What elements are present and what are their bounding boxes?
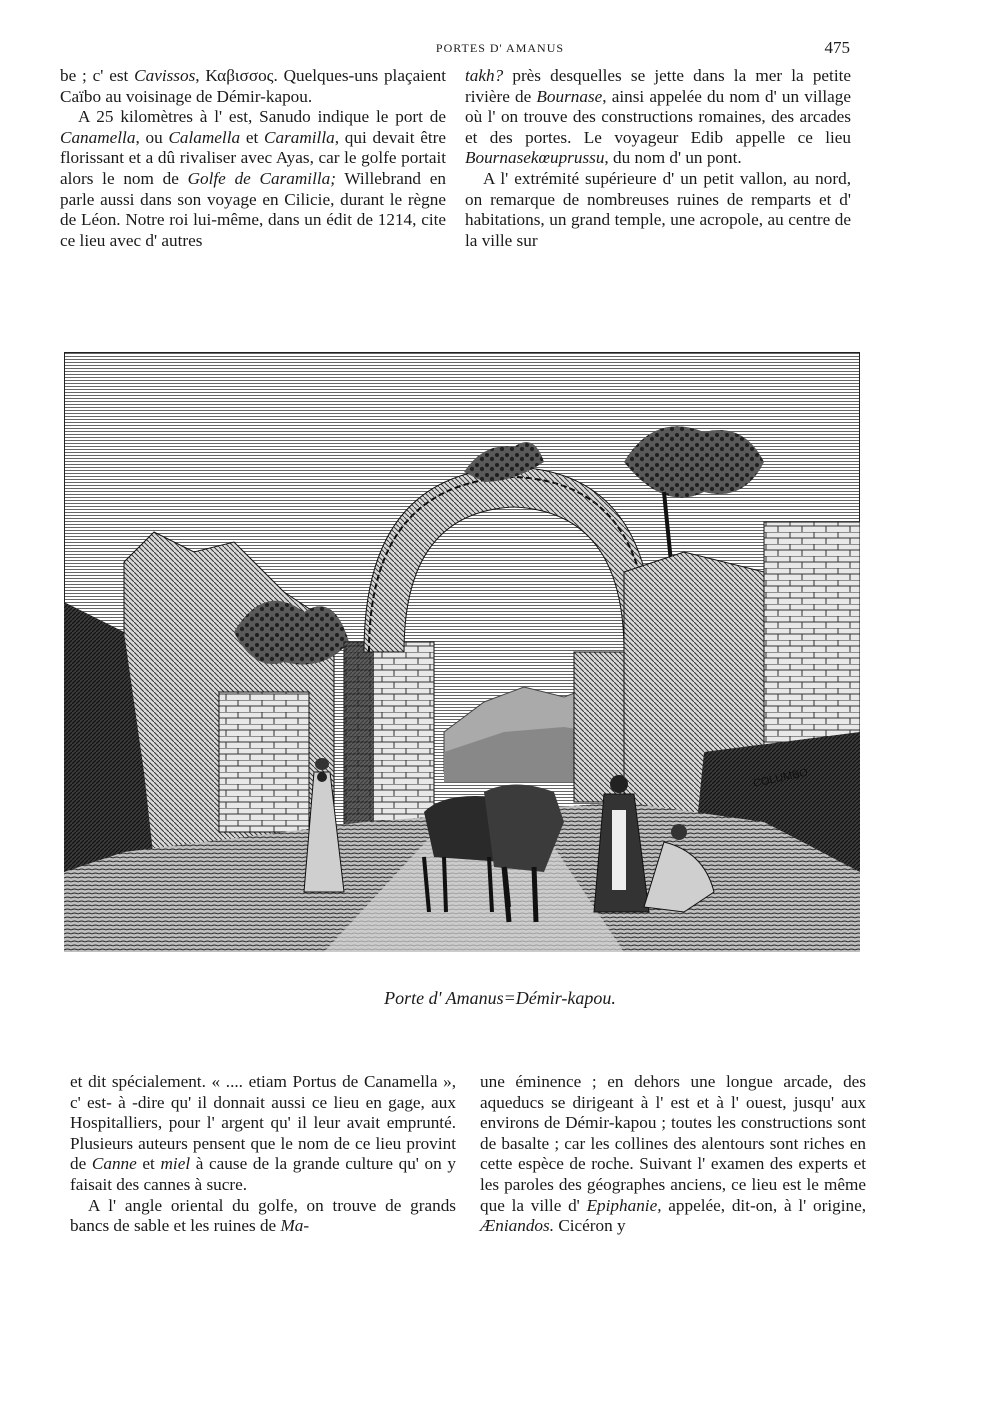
column-top-right [465, 66, 851, 251]
paragraph: A l' extrémité supérieure d' un petit vallon, au nord, on remarque de nombreuses ruines de remparts et d' habitations, un grand temple, une acropole, au centre de la ville sur [465, 168, 851, 250]
page-number: 475 [824, 38, 850, 57]
paragraph: be ; c' est Cavissos, Καβισσος. Quelques-uns plaçaient Caïbo au voisinage de Démir-kapou. [60, 66, 446, 106]
artist-signature: COLUMBO [752, 766, 810, 790]
paragraph: et dit spécialement. « .... etiam Portus de Canamella », c' est- à -dire qu' il donnait aussi ce lieu en gage, aux Hospitalliers, pour l' argent qu' il leur avait emprunté. Plusieurs auteurs pensent que le nom de ce lieu provint de Canne et miel à cause de la grande culture qu' on y faisait des cannes à sucre. [70, 1072, 456, 1194]
engraving-drawing [64, 352, 860, 952]
paragraph: A 25 kilomètres à l' est, Sanudo indique le port de Canamella, ou Calamella et Caramilla, qui devait être florissant et a dû rivaliser avec Ayas, car le golfe portait alors le nom de Golfe de Caramilla; Willebrand en parle aussi dans son voyage en Cilicie, durant le règne de Léon. Notre roi lui-même, dans un édit de 1214, cite ce lieu avec d' autres [60, 107, 446, 250]
engraving-illustration [64, 352, 860, 952]
running-title: PORTES D' AMANUS [435, 41, 565, 55]
column-bottom-left [70, 1072, 456, 1237]
paragraph: A l' angle oriental du golfe, on trouve de grands bancs de sable et les ruines de Ma- [70, 1195, 456, 1236]
figure-caption: Porte d' Amanus=Démir-kapou. [384, 988, 616, 1008]
running-head [0, 38, 1000, 58]
paragraph: takh? près desquelles se jette dans la mer la petite rivière de Bournase, ainsi appelée du nom d' un village où l' on trouve des constructions romaines, des arcades et des portes. Le voyageur Edib appelle ce lieu Bournasekœuprussu, du nom d' un pont. [465, 66, 851, 168]
column-top-left [60, 66, 446, 251]
column-bottom-right [480, 1072, 866, 1237]
paragraph: une éminence ; en dehors une longue arcade, des aqueducs se dirigeant à l' est et à l' ouest, jusqu' aux environs de Démir-kapou ; toutes les constructions sont de basalte ; car les collines des alentours sont riches en cette espèce de roche. Suivant l' examen des experts et les paroles des géographes anciens, ce lieu est le même que la ville d' Epiphanie, appelée, dit-on, à l' origine, Æniandos. Cicéron y [480, 1072, 866, 1236]
